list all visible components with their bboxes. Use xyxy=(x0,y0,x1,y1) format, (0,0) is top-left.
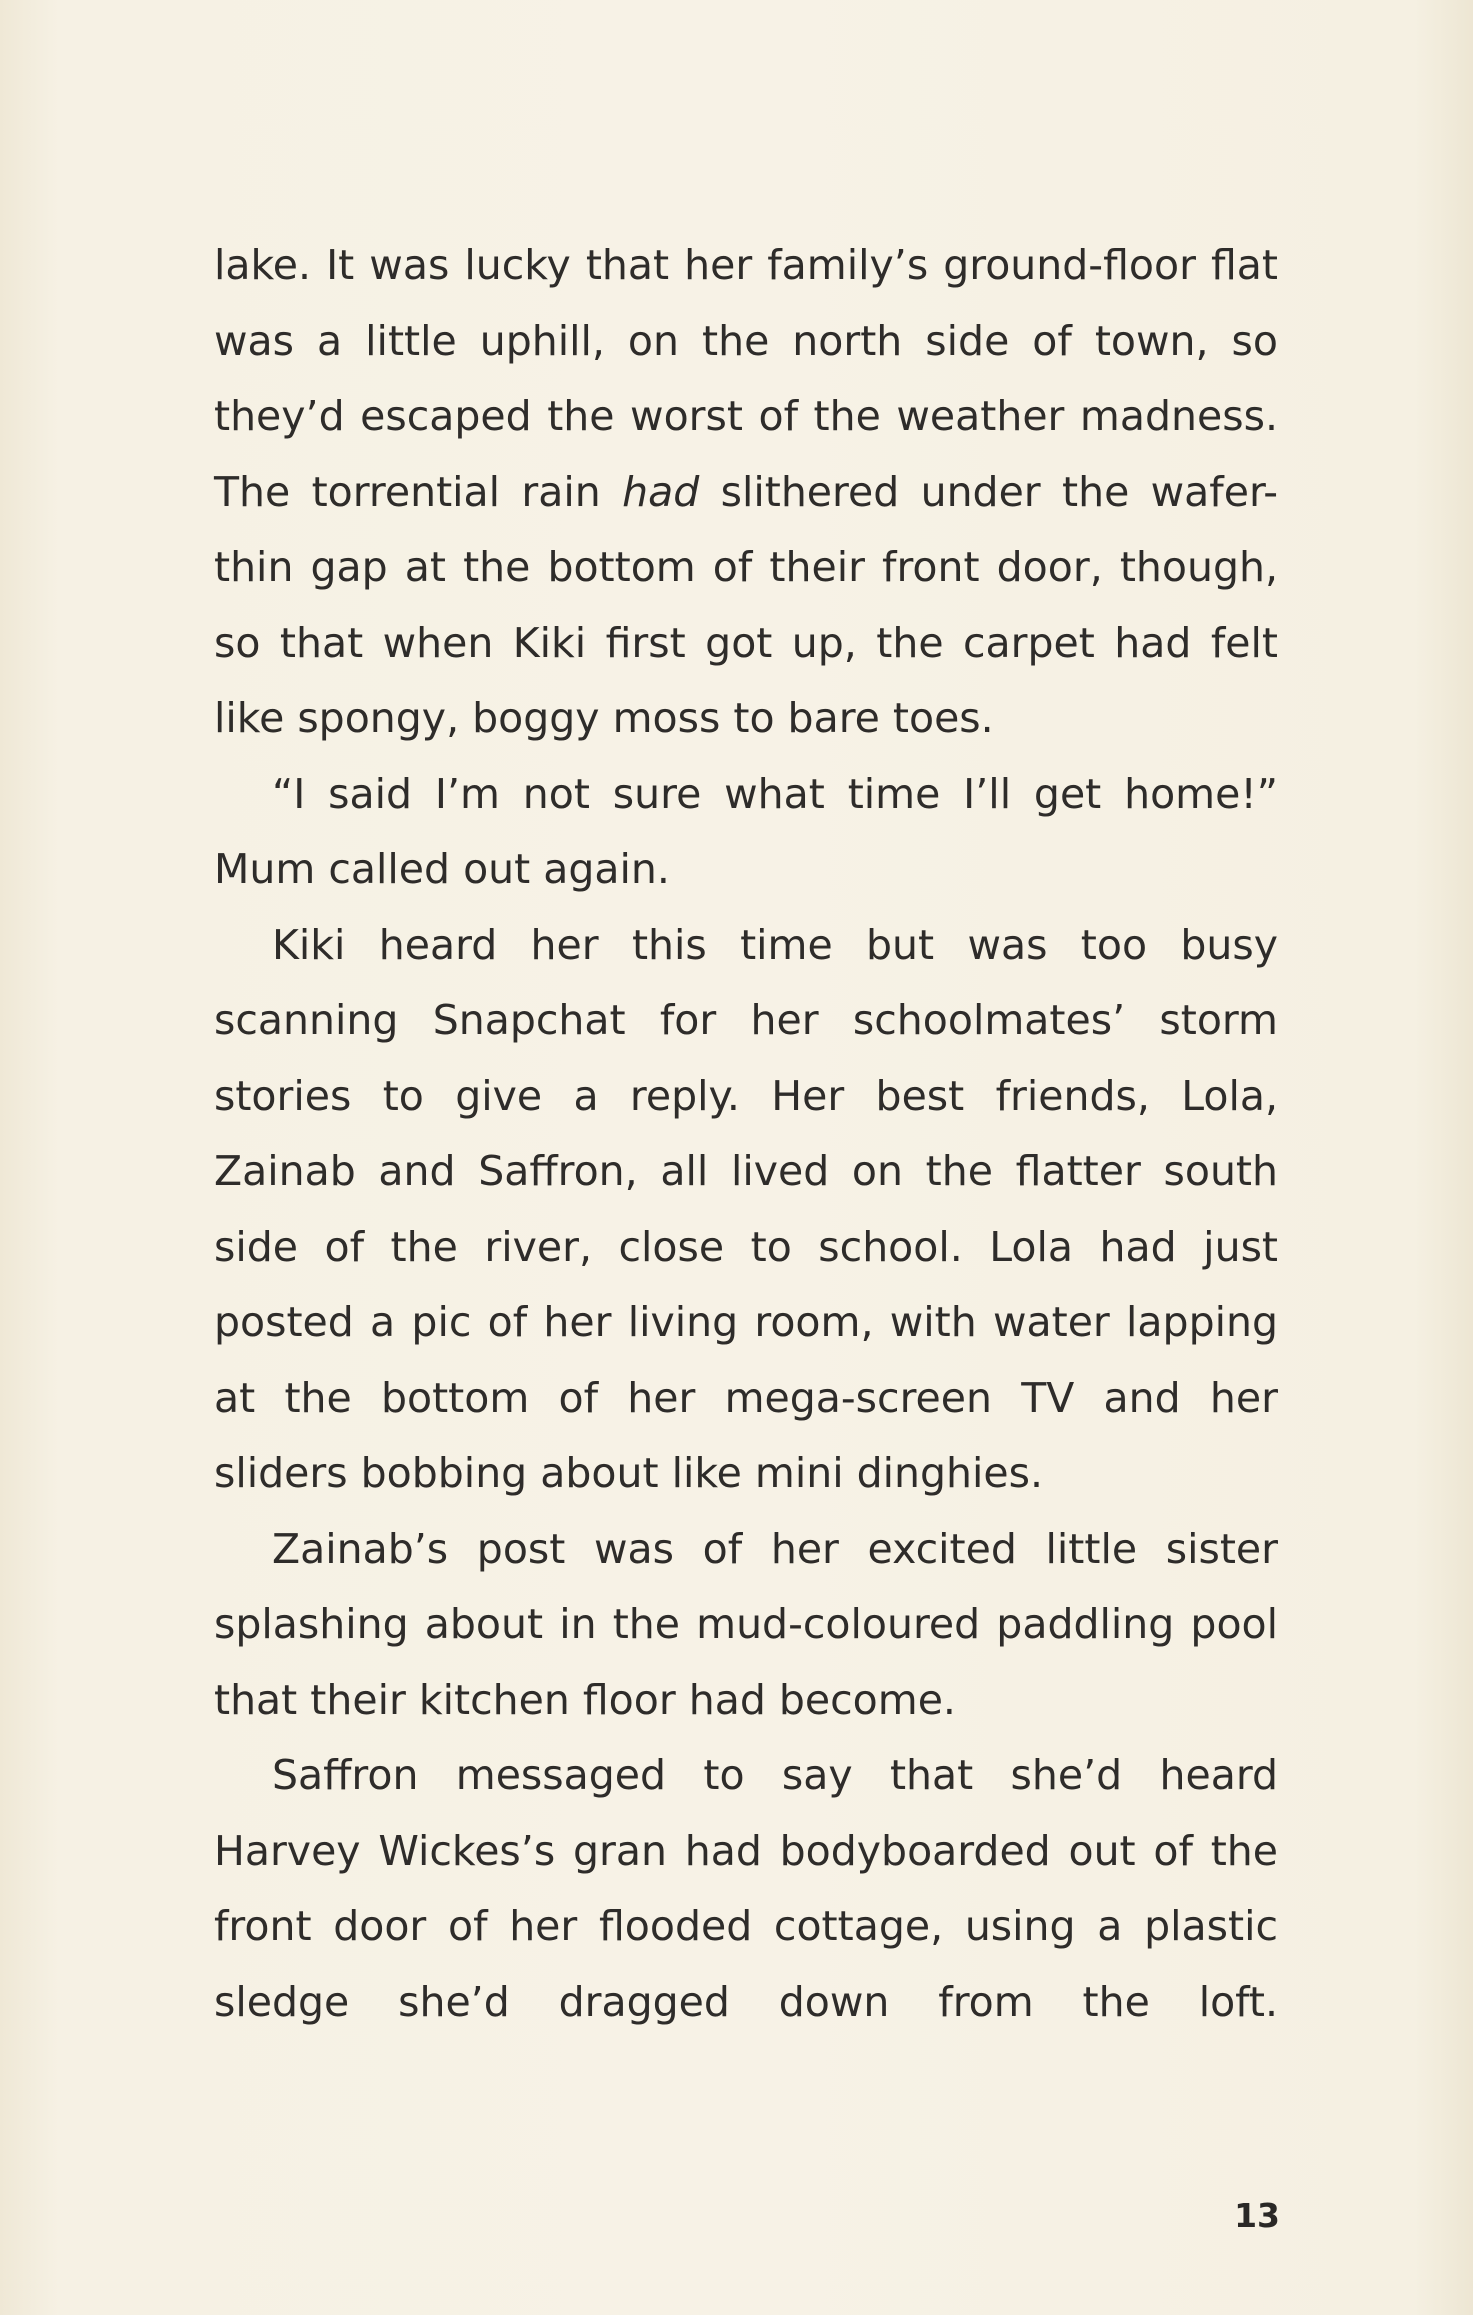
paragraph-1-part-3: slithered under the wafer-thin gap at the bottom of their front door, though, so that when Kiki first got up, the carpet had felt like spongy, boggy moss to bare toes. xyxy=(214,467,1278,742)
paragraph-3: Kiki heard her this time but was too busy scanning Snapchat for her schoolmates’ storm stories to give a reply. Her best friends, Lola, Zainab and Saffron, all lived on the flatter south side of the river, close to school. Lola had just posted a pic of her living room, with water lapping at the bottom of her mega-screen TV and her sliders bobbing about like mini dinghies. xyxy=(214,920,1278,1497)
paragraph-4: Zainab’s post was of her excited little sister splashing about in the mud-coloured paddling pool that their kitchen floor had become. xyxy=(214,1524,1278,1724)
emphasis-had: had xyxy=(622,467,700,516)
body-text xyxy=(214,228,1278,2040)
paragraph-1 xyxy=(214,228,1278,757)
paragraph-1-part-1: lake. It was lucky that her family’s ground-floor flat was a little uphill, on the north side of town, so they’d escaped the worst of the weather madness. The torrential rain xyxy=(214,241,1278,516)
paragraph-5: Saffron messaged to say that she’d heard Harvey Wickes’s gran had bodyboarded out of the front door of her flooded cottage, using a plastic sledge she’d dragged down from the loft. xyxy=(214,1751,1278,2026)
page-number: 13 xyxy=(1234,2196,1280,2235)
paragraph-2: “I said I’m not sure what time I’ll get home!” Mum called out again. xyxy=(214,769,1278,893)
